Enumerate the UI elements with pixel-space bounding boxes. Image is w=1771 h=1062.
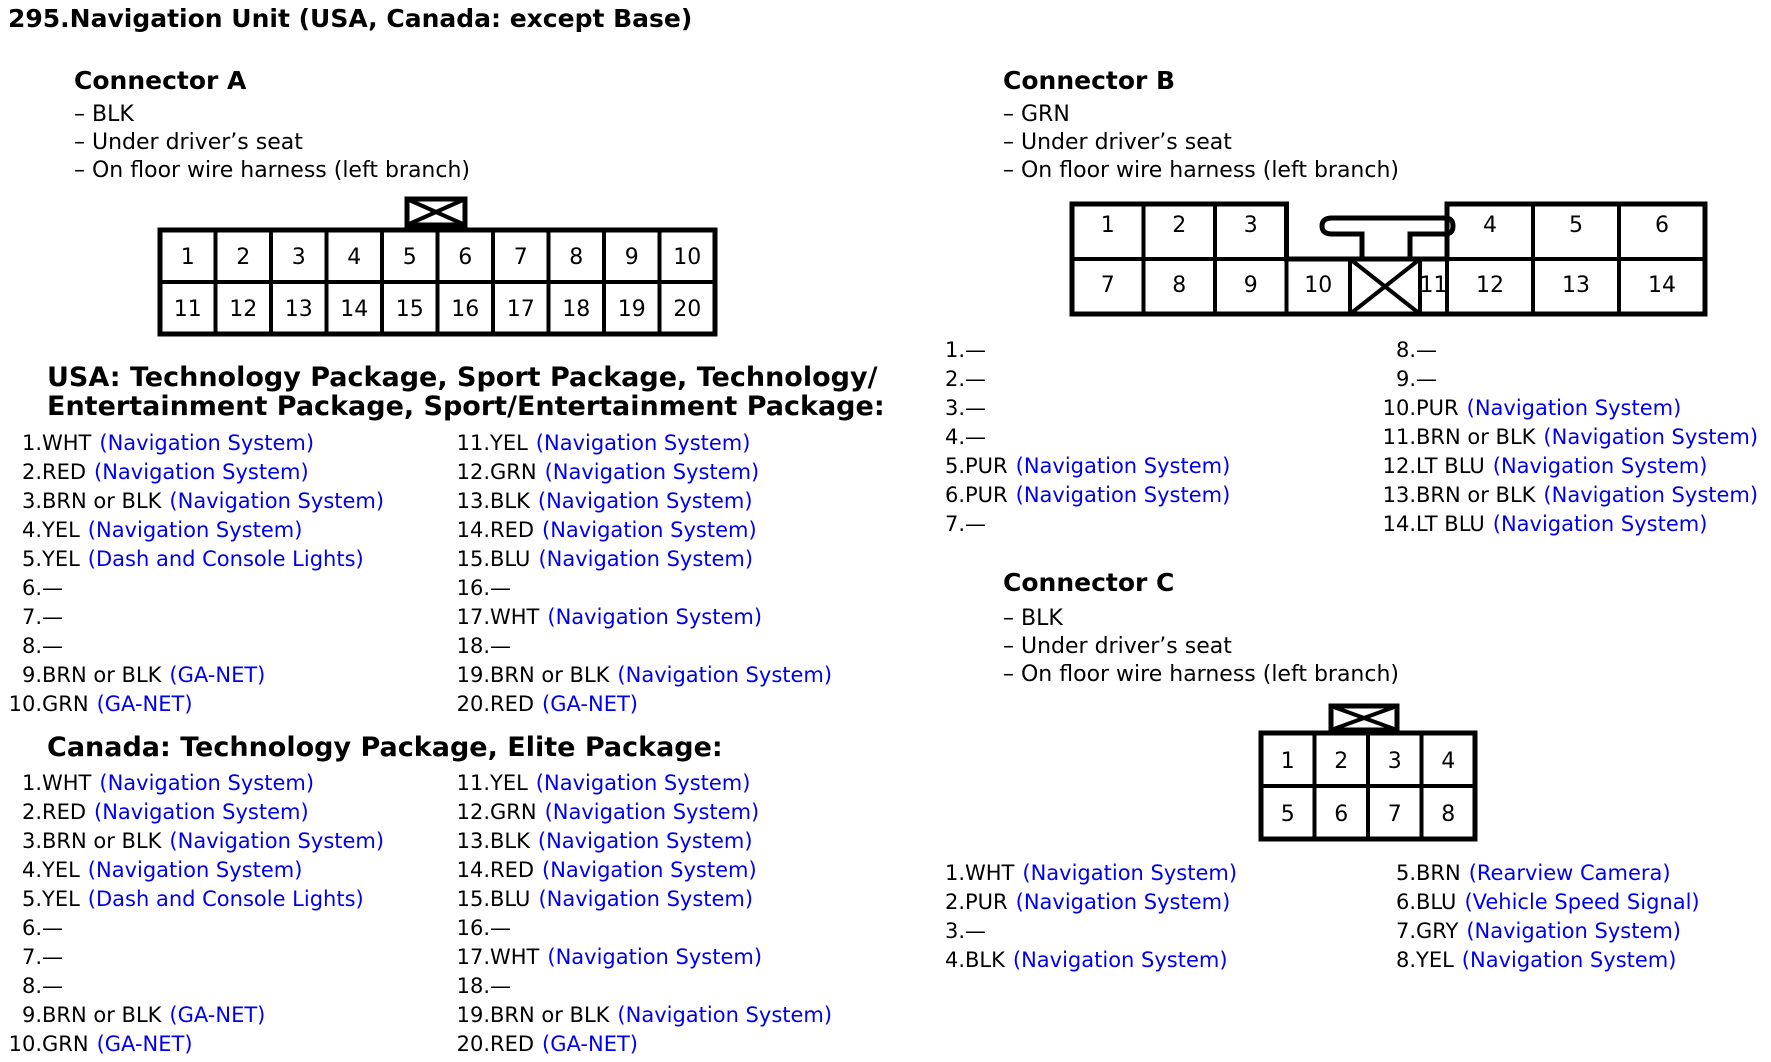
pin-row: [1376, 396, 1681, 420]
connector-c-terminal: 5: [1280, 802, 1295, 827]
connector-a-terminal: 10: [673, 245, 702, 270]
system-name: (Navigation System): [617, 1003, 833, 1027]
system-name: (Navigation System): [1022, 861, 1238, 885]
wire-color: —: [490, 916, 511, 940]
system-name: (Dash and Console Lights): [87, 547, 364, 571]
wire-color: YEL: [42, 547, 80, 571]
pin-row: [2, 858, 302, 882]
connector-b-terminal: 5: [1569, 213, 1583, 238]
pin-number: 3.: [21, 829, 42, 853]
wire-color: BLK: [965, 948, 1005, 972]
connector-c-color: – BLK: [1003, 606, 1063, 631]
system-name: (Navigation System): [94, 460, 309, 484]
pin-number: 9.: [1395, 367, 1416, 391]
pin-row: [2, 576, 63, 600]
usa-heading-line-1: USA: Technology Package, Sport Package, Technology/: [47, 362, 878, 393]
pin-number: 15.: [456, 547, 490, 571]
connector-c-terminal: 7: [1387, 802, 1402, 827]
pin-number: 18.: [456, 634, 490, 658]
wire-color: —: [965, 338, 986, 362]
wire-color: BLU: [490, 887, 531, 911]
connector-c-terminal: 6: [1334, 802, 1349, 827]
pin-row: [450, 634, 511, 658]
connector-a-terminal: 2: [236, 245, 251, 270]
pin-number: 1.: [21, 771, 42, 795]
wire-color: WHT: [490, 605, 540, 629]
wire-color: RED: [42, 460, 87, 484]
system-name: (Navigation System): [535, 431, 751, 455]
pin-number: 16.: [456, 916, 490, 940]
connector-a-terminal: 4: [347, 245, 362, 270]
system-name: (Navigation System): [1015, 454, 1231, 478]
wire-color: PUR: [1416, 396, 1459, 420]
usa-heading-line-2: Entertainment Package, Sport/Entertainment Package:: [47, 391, 885, 422]
pin-row: [450, 1003, 832, 1027]
connector-a-diagram: [150, 196, 730, 352]
pin-row: [925, 454, 1230, 478]
connector-b-terminal: 3: [1243, 213, 1258, 238]
wire-color: RED: [42, 800, 87, 824]
pin-number: 3.: [944, 396, 965, 420]
wire-color: BRN or BLK: [490, 663, 610, 687]
connector-b-harness: – On floor wire harness (left branch): [1003, 158, 1399, 183]
pin-row: [1376, 425, 1758, 449]
wire-color: —: [42, 916, 63, 940]
wire-color: PUR: [965, 454, 1008, 478]
pin-row: [450, 1032, 638, 1056]
connector-b-terminal: 1: [1100, 213, 1115, 238]
pin-number: 6.: [21, 576, 42, 600]
pin-number: 4.: [944, 425, 965, 449]
pin-row: [2, 518, 302, 542]
pin-row: [2, 1032, 193, 1056]
pin-number: 17.: [456, 605, 490, 629]
pin-row: [450, 547, 753, 571]
pin-number: 16.: [456, 576, 490, 600]
pin-number: 1.: [21, 431, 42, 455]
connector-a-location: – Under driver’s seat: [74, 130, 303, 155]
connector-b-terminal: 13: [1562, 273, 1590, 298]
wire-color: —: [965, 367, 986, 391]
pin-number: 17.: [456, 945, 490, 969]
pin-number: 20.: [456, 692, 490, 716]
pin-row: [2, 829, 384, 853]
wire-color: —: [42, 576, 63, 600]
pin-row: [925, 861, 1237, 885]
pin-row: [1376, 483, 1758, 507]
system-name: (Navigation System): [1492, 512, 1708, 536]
pin-number: 9.: [21, 1003, 42, 1027]
connector-a-terminal: 3: [291, 245, 306, 270]
pin-row: [1376, 948, 1676, 972]
wire-color: —: [490, 576, 511, 600]
system-name: (GA-NET): [542, 1032, 638, 1056]
wire-color: BRN or BLK: [42, 663, 162, 687]
pin-row: [2, 974, 63, 998]
pin-number: 13.: [1382, 483, 1416, 507]
pin-number: 8.: [21, 634, 42, 658]
wire-color: BLK: [490, 829, 530, 853]
connector-a-terminal: 19: [617, 297, 646, 322]
pin-row: [1376, 454, 1707, 478]
connector-b-terminal: 12: [1476, 273, 1504, 298]
pin-number: 20.: [456, 1032, 490, 1056]
pin-row: [2, 887, 364, 911]
wire-color: RED: [490, 518, 535, 542]
pin-number: 14.: [1382, 512, 1416, 536]
wire-color: YEL: [42, 858, 80, 882]
pin-number: 8.: [1395, 948, 1416, 972]
pin-number: 3.: [944, 919, 965, 943]
connector-b-location: – Under driver’s seat: [1003, 130, 1232, 155]
wire-color: YEL: [1416, 948, 1454, 972]
pin-number: 7.: [944, 512, 965, 536]
pin-number: 12.: [456, 800, 490, 824]
connector-a-lock-tab: [407, 199, 465, 225]
pin-number: 7.: [21, 945, 42, 969]
system-name: (Navigation System): [547, 605, 763, 629]
connector-a-color: – BLK: [74, 102, 134, 127]
connector-c-location: – Under driver’s seat: [1003, 634, 1232, 659]
pin-row: [450, 974, 511, 998]
pin-number: 11.: [456, 431, 490, 455]
system-name: (Navigation System): [1461, 948, 1677, 972]
pin-number: 6.: [1395, 890, 1416, 914]
pin-row: [1376, 861, 1671, 885]
wire-color: —: [490, 974, 511, 998]
pin-row: [450, 576, 511, 600]
pin-row: [2, 634, 63, 658]
connector-b-terminal: 8: [1172, 273, 1187, 298]
wire-color: —: [490, 634, 511, 658]
connector-a-heading: Connector A: [74, 66, 247, 95]
connector-b-latch: [1322, 218, 1453, 260]
pin-row: [2, 605, 63, 629]
system-name: (GA-NET): [169, 1003, 266, 1027]
pin-number: 13.: [456, 829, 490, 853]
pin-number: 10.: [8, 692, 42, 716]
pin-row: [450, 431, 750, 455]
wire-color: YEL: [490, 431, 528, 455]
pin-row: [450, 887, 753, 911]
pin-row: [2, 1003, 265, 1027]
pin-row: [450, 663, 832, 687]
wire-color: GRN: [42, 692, 89, 716]
system-name: (Navigation System): [1466, 919, 1681, 943]
pin-row: [2, 916, 63, 940]
pin-number: 8.: [1395, 338, 1416, 362]
pin-row: [450, 858, 757, 882]
connector-a-terminal: 12: [229, 297, 258, 322]
connector-c-terminal: 4: [1441, 749, 1456, 774]
pin-number: 5.: [21, 887, 42, 911]
system-name: (Navigation System): [99, 431, 315, 455]
pin-row: [925, 367, 986, 391]
pin-number: 13.: [456, 489, 490, 513]
connector-b-diagram: [1060, 196, 1720, 326]
wire-color: WHT: [42, 771, 92, 795]
pin-number: 2.: [21, 460, 42, 484]
pin-row: [925, 919, 986, 943]
wire-color: BLU: [490, 547, 531, 571]
wire-color: RED: [490, 1032, 535, 1056]
connector-a-terminal: 8: [569, 245, 584, 270]
system-name: (Navigation System): [537, 489, 753, 513]
connector-a-terminal: 20: [673, 297, 702, 322]
connector-a-terminal: 11: [173, 297, 202, 322]
system-name: (Navigation System): [1543, 425, 1759, 449]
pin-number: 11.: [1382, 425, 1416, 449]
wire-color: GRN: [490, 460, 537, 484]
wire-color: —: [965, 396, 986, 420]
connector-b-heading: Connector B: [1003, 66, 1176, 95]
connector-b-color: – GRN: [1003, 102, 1070, 127]
pin-row: [2, 771, 314, 795]
pin-number: 1.: [944, 861, 965, 885]
wire-color: GRY: [1416, 919, 1459, 943]
pin-row: [1376, 338, 1437, 362]
wire-color: —: [1416, 367, 1437, 391]
system-name: (Navigation System): [1015, 483, 1231, 507]
connector-b-terminal: 7: [1100, 273, 1115, 298]
wire-color: —: [42, 634, 63, 658]
pin-number: 4.: [21, 858, 42, 882]
connector-c-terminal: 2: [1334, 749, 1349, 774]
wire-color: LT BLU: [1416, 512, 1485, 536]
page-title: 295.Navigation Unit (USA, Canada: except Base): [8, 4, 693, 33]
wire-color: YEL: [42, 887, 80, 911]
pin-number: 5.: [944, 454, 965, 478]
wire-color: —: [965, 919, 986, 943]
pin-number: 11.: [456, 771, 490, 795]
wire-color: YEL: [490, 771, 528, 795]
connector-a-terminal: 17: [506, 297, 535, 322]
wire-color: YEL: [42, 518, 80, 542]
connector-c-terminal: 3: [1387, 749, 1402, 774]
pin-number: 5.: [1395, 861, 1416, 885]
pin-number: 4.: [21, 518, 42, 542]
connector-c-harness: – On floor wire harness (left branch): [1003, 662, 1399, 687]
pin-row: [450, 460, 759, 484]
system-name: (Navigation System): [1015, 890, 1231, 914]
system-name: (Rearview Camera): [1468, 861, 1671, 885]
wire-color: WHT: [42, 431, 92, 455]
pin-number: 8.: [21, 974, 42, 998]
system-name: (GA-NET): [96, 1032, 193, 1056]
connector-a-terminal: 5: [402, 245, 417, 270]
wire-color: BRN or BLK: [42, 829, 162, 853]
connector-a-terminal: 1: [180, 245, 195, 270]
canada-heading: Canada: Technology Package, Elite Package:: [47, 732, 723, 763]
pin-row: [450, 692, 638, 716]
pin-number: 15.: [456, 887, 490, 911]
connector-a-terminal: 9: [624, 245, 639, 270]
connector-a-terminal: 16: [451, 297, 480, 322]
connector-c-diagram: [1250, 700, 1490, 850]
pin-row: [1376, 512, 1707, 536]
wire-color: PUR: [965, 890, 1008, 914]
connector-b-terminal: 11: [1419, 273, 1448, 298]
pin-row: [2, 663, 265, 687]
system-name: (Navigation System): [537, 829, 753, 853]
pin-number: 10.: [1382, 396, 1416, 420]
wire-color: —: [42, 945, 63, 969]
pin-row: [925, 483, 1230, 507]
wire-color: BLK: [490, 489, 530, 513]
pin-row: [925, 338, 986, 362]
system-name: (Navigation System): [99, 771, 315, 795]
wire-color: BLU: [1416, 890, 1457, 914]
pin-number: 3.: [21, 489, 42, 513]
wire-color: BRN or BLK: [42, 489, 162, 513]
pin-row: [450, 518, 757, 542]
wire-color: BRN or BLK: [1416, 425, 1536, 449]
wire-color: —: [42, 605, 63, 629]
pin-row: [450, 916, 511, 940]
wire-color: RED: [490, 692, 535, 716]
pin-number: 5.: [21, 547, 42, 571]
pin-row: [1376, 919, 1681, 943]
system-name: (Dash and Console Lights): [87, 887, 364, 911]
connector-c-heading: Connector C: [1003, 568, 1175, 597]
system-name: (Navigation System): [617, 663, 833, 687]
wire-color: WHT: [965, 861, 1015, 885]
system-name: (Navigation System): [542, 518, 757, 542]
connector-c-terminal: 8: [1441, 802, 1456, 827]
pin-row: [925, 425, 986, 449]
pin-row: [925, 512, 986, 536]
system-name: (Navigation System): [1543, 483, 1759, 507]
system-name: (Navigation System): [538, 547, 754, 571]
wire-color: —: [1416, 338, 1437, 362]
connector-a-terminal: 13: [284, 297, 313, 322]
system-name: (Navigation System): [169, 829, 385, 853]
system-name: (Navigation System): [169, 489, 385, 513]
connector-a-terminal: 15: [395, 297, 424, 322]
system-name: (Navigation System): [538, 887, 754, 911]
pin-number: 7.: [21, 605, 42, 629]
pin-row: [2, 692, 193, 716]
pin-number: 7.: [1395, 919, 1416, 943]
pin-row: [450, 829, 753, 853]
wire-color: BRN or BLK: [1416, 483, 1536, 507]
system-name: (Navigation System): [535, 771, 751, 795]
system-name: (Navigation System): [1492, 454, 1708, 478]
wire-color: GRN: [42, 1032, 89, 1056]
pin-number: 18.: [456, 974, 490, 998]
pin-row: [1376, 367, 1437, 391]
pin-number: 2.: [21, 800, 42, 824]
pin-number: 4.: [944, 948, 965, 972]
wire-color: —: [965, 425, 986, 449]
wire-color: BRN or BLK: [490, 1003, 610, 1027]
pin-number: 1.: [944, 338, 965, 362]
connector-b-terminal: 6: [1655, 213, 1669, 238]
system-name: (Navigation System): [544, 460, 760, 484]
pin-row: [2, 460, 309, 484]
system-name: (Vehicle Speed Signal): [1464, 890, 1700, 914]
connector-c-lock-tab: [1331, 706, 1397, 730]
pin-number: 12.: [456, 460, 490, 484]
pin-row: [450, 800, 759, 824]
pin-number: 14.: [456, 858, 490, 882]
system-name: (Navigation System): [87, 858, 303, 882]
wire-color: WHT: [490, 945, 540, 969]
pin-row: [925, 396, 986, 420]
system-name: (Navigation System): [87, 518, 303, 542]
system-name: (Navigation System): [94, 800, 309, 824]
system-name: (GA-NET): [96, 692, 193, 716]
pin-number: 2.: [944, 890, 965, 914]
pin-number: 14.: [456, 518, 490, 542]
system-name: (Navigation System): [544, 800, 760, 824]
wire-color: —: [965, 512, 986, 536]
wire-color: BRN: [1416, 861, 1461, 885]
pin-row: [450, 945, 762, 969]
pin-row: [450, 771, 750, 795]
connector-a-terminal: 6: [458, 245, 473, 270]
connector-a-terminal: 14: [340, 297, 369, 322]
system-name: (Navigation System): [542, 858, 757, 882]
wire-color: LT BLU: [1416, 454, 1485, 478]
pin-number: 10.: [8, 1032, 42, 1056]
wire-color: GRN: [490, 800, 537, 824]
system-name: (GA-NET): [169, 663, 266, 687]
pin-row: [2, 945, 63, 969]
pin-row: [2, 489, 384, 513]
system-name: (Navigation System): [1466, 396, 1682, 420]
pin-number: 12.: [1382, 454, 1416, 478]
pin-number: 2.: [944, 367, 965, 391]
connector-b-terminal: 9: [1243, 273, 1258, 298]
pin-row: [1376, 890, 1700, 914]
pin-row: [2, 431, 314, 455]
pin-number: 6.: [944, 483, 965, 507]
system-name: (GA-NET): [542, 692, 638, 716]
pin-row: [450, 489, 753, 513]
pin-row: [2, 547, 364, 571]
system-name: (Navigation System): [1012, 948, 1228, 972]
wire-color: RED: [490, 858, 535, 882]
pin-number: 19.: [456, 1003, 490, 1027]
connector-a-terminal: 7: [513, 245, 528, 270]
pin-number: 19.: [456, 663, 490, 687]
wire-color: —: [42, 974, 63, 998]
pin-row: [450, 605, 762, 629]
wire-color: BRN or BLK: [42, 1003, 162, 1027]
connector-b-terminal: 2: [1172, 213, 1187, 238]
connector-b-terminal: 10: [1304, 273, 1333, 298]
wire-color: PUR: [965, 483, 1008, 507]
pin-number: 9.: [21, 663, 42, 687]
connector-a-harness: – On floor wire harness (left branch): [74, 158, 470, 183]
connector-b-terminal: 14: [1648, 273, 1676, 298]
pin-number: 6.: [21, 916, 42, 940]
system-name: (Navigation System): [547, 945, 763, 969]
connector-a-terminal: 18: [562, 297, 591, 322]
pin-row: [925, 948, 1228, 972]
pin-row: [2, 800, 309, 824]
pin-row: [925, 890, 1230, 914]
connector-b-terminal: 4: [1483, 213, 1497, 238]
connector-c-terminal: 1: [1280, 749, 1295, 774]
